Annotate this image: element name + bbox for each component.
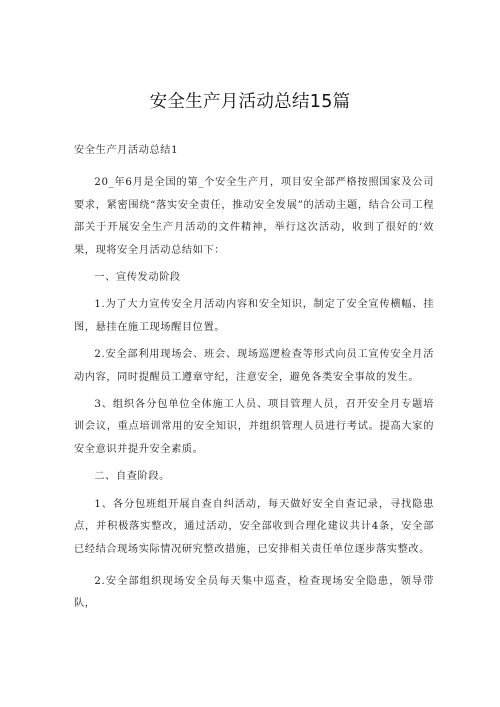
document-title: 安全生产月活动总结15篇 [149, 92, 351, 112]
body-paragraph: 1.为了大力宣传安全月活动内容和安全知识，制定了安全宣传横幅、挂图，悬挂在施工现场醒目位置。 [74, 299, 434, 333]
body-paragraph: 2.安全部组织现场安全员每天集中巡查，检查现场安全隐患，领导带队， [74, 575, 434, 610]
body-paragraph: 1、各分包班组开展自查自纠活动，每天做好安全自查记录，寻找隐患点，并积极落实整改，通过活动，安全部收到合理化建议共计4条，安全部已经结合现场实际情况研究整改措施，已安排相关责任单位逐步落实整改。 [74, 498, 434, 555]
body-paragraph: 20_年6月是全国的第_个安全生产月，项目安全部严格按照国家及公司要求，紧密围绕“落实安全责任，推动安全发展”的活动主题，结合公司工程部关于开展安全生产月活动的文件精神，举行这次活动，收到了很好的‘效果，现将安全月活动总结如下： [74, 177, 434, 256]
section-heading: 安全生产月活动总结1 [74, 145, 179, 156]
body-paragraph: 3、组织各分包单位全体施工人员、项目管理人员，召开安全月专题培训会议，重点培训常用的安全知识，并组织管理人员进行考试。提高大家的安全意识并提升安全素质。 [74, 399, 434, 455]
document-body [74, 140, 434, 621]
subsection-heading: 一、宣传发动阶段 [94, 272, 181, 284]
subsection-heading: 二、自查阶段。 [94, 471, 170, 483]
body-paragraph: 2.安全部利用现场会、班会、现场巡逻检查等形式向员工宣传安全月活动内容，同时提醒员工遵章守纪，注意安全，避免各类安全事故的发生。 [74, 349, 434, 383]
